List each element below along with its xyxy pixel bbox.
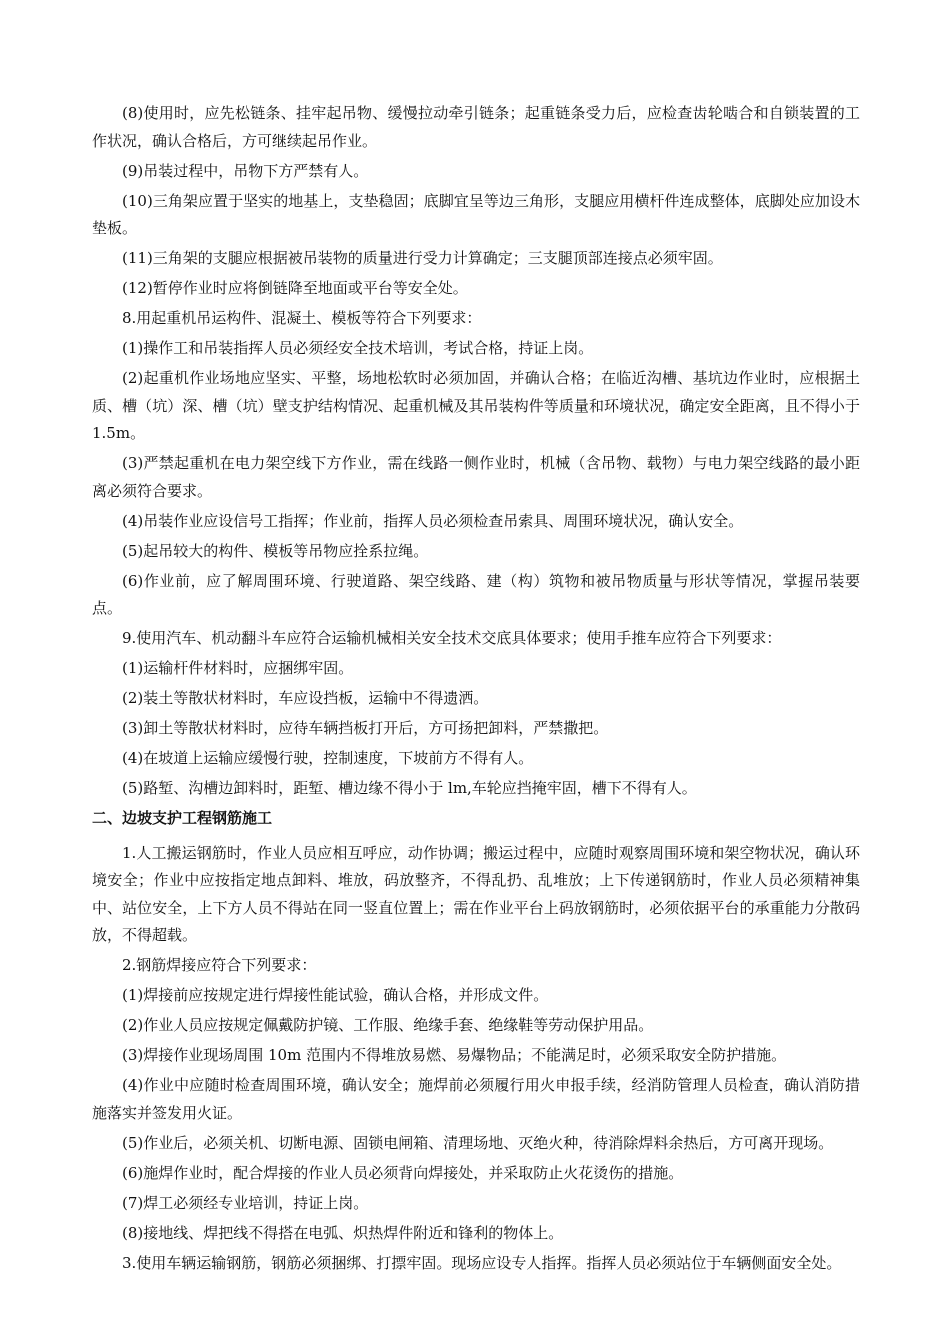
body-paragraph: (1)运输杆件材料时，应捆绑牢固。 [122, 659, 354, 677]
body-paragraph: (12)暂停作业时应将倒链降至地面或平台等安全处。 [122, 279, 468, 297]
body-paragraph: 1.人工搬运钢筋时，作业人员应相互呼应，动作协调；搬运过程中，应随时观察周围环境和架空物状况，确认环境安全；作业中应按指定地点卸料、堆放，码放整齐，不得乱扔、乱堆放；上下传递钢筋时，作业人员必须精神集中、站位安全，上下方人员不得站在同一竖直位置上；需在作业平台上码放钢筋时，必须依据平台的承重能力分散码放，不得超载。 [92, 843, 860, 944]
body-paragraph: (1)操作工和吊装指挥人员必须经安全技术培训，考试合格，持证上岗。 [122, 339, 594, 357]
body-paragraph: (7)焊工必须经专业培训，持证上岗。 [122, 1193, 369, 1212]
body-paragraph: (2)起重机作业场地应坚实、平整，场地松软时必须加固，并确认合格；在临近沟槽、基坑边作业时，应根据土质、槽（坑）深、槽（坑）壁支护结构情况、起重机械及其吊装构件等质量和环境状况，确定安全距离，且不得小于 1.5m。 [92, 369, 860, 442]
body-paragraph: (6)作业前，应了解周围环境、行驶道路、架空线路、建（构）筑物和被吊物质量与形状等情况，掌握吊装要点。 [92, 571, 860, 617]
body-paragraph: (10)三角架应置于坚实的地基上，支垫稳固；底脚宜呈等边三角形，支腿应用横杆件连成整体，底脚处应加设木垫板。 [92, 191, 860, 237]
body-paragraph: 3.使用车辆运输钢筋，钢筋必须捆绑、打摽牢固。现场应设专人指挥。指挥人员必须站位于车辆侧面安全处。 [122, 1253, 842, 1272]
document-body [92, 100, 860, 1280]
body-paragraph: 9.使用汽车、机动翻斗车应符合运输机械相关安全技术交底具体要求；使用手推车应符合下列要求： [122, 629, 782, 647]
body-paragraph: (3)卸土等散状材料时，应待车辆挡板打开后，方可扬把卸料，严禁撒把。 [122, 719, 609, 737]
body-paragraph: 2.钢筋焊接应符合下列要求： [122, 956, 317, 974]
body-paragraph: (2)装土等散状材料时，车应设挡板，运输中不得遗洒。 [122, 689, 489, 707]
body-paragraph: (5)作业后，必须关机、切断电源、固锁电闸箱、清理场地、灭绝火种，待消除焊料余热后，方可离开现场。 [122, 1133, 834, 1152]
body-paragraph: (1)焊接前应按规定进行焊接性能试验，确认合格，并形成文件。 [122, 986, 549, 1004]
body-paragraph: (2)作业人员应按规定佩戴防护镜、工作服、绝缘手套、绝缘鞋等劳动保护用品。 [122, 1016, 654, 1034]
body-paragraph: (5)路堑、沟槽边卸料时，距堑、槽边缘不得小于 lm,车轮应挡掩牢固，槽下不得有人。 [122, 779, 697, 797]
body-paragraph: (4)吊装作业应设信号工指挥；作业前，指挥人员必须检查吊索具、周围环境状况，确认安全。 [122, 511, 744, 530]
body-paragraph: (8)接地线、焊把线不得搭在电弧、炽热焊件附近和锋利的物体上。 [122, 1223, 564, 1242]
body-paragraph: (3)严禁起重机在电力架空线下方作业，需在线路一侧作业时，机械（含吊物、载物）与电力架空线路的最小距离必须符合要求。 [92, 454, 860, 500]
body-paragraph: (8)使用时，应先松链条、挂牢起吊物、缓慢拉动牵引链条；起重链条受力后，应检查齿轮啮合和自锁装置的工作状况，确认合格后，方可继续起吊作业。 [92, 104, 860, 150]
body-paragraph: (11)三角架的支腿应根据被吊装物的质量进行受力计算确定；三支腿顶部连接点必须牢固。 [122, 249, 723, 267]
body-paragraph: (3)焊接作业现场周围 10m 范围内不得堆放易燃、易爆物品；不能满足时，必须采取安全防护措施。 [122, 1046, 787, 1064]
body-paragraph: (5)起吊较大的构件、模板等吊物应拴系拉绳。 [122, 541, 429, 560]
section-heading: 二、边坡支护工程钢筋施工 [92, 809, 273, 827]
body-paragraph: (9)吊装过程中，吊物下方严禁有人。 [122, 161, 369, 180]
body-paragraph: 8.用起重机吊运构件、混凝土、模板等符合下列要求： [122, 309, 482, 327]
body-paragraph: (4)在坡道上运输应缓慢行驶，控制速度，下坡前方不得有人。 [122, 749, 534, 767]
body-paragraph: (6)施焊作业时，配合焊接的作业人员必须背向焊接处，并采取防止火花烫伤的措施。 [122, 1163, 684, 1182]
body-paragraph: (4)作业中应随时检查周围环境，确认安全；施焊前必须履行用火申报手续，经消防管理人员检查，确认消防措施落实并签发用火证。 [92, 1076, 860, 1122]
